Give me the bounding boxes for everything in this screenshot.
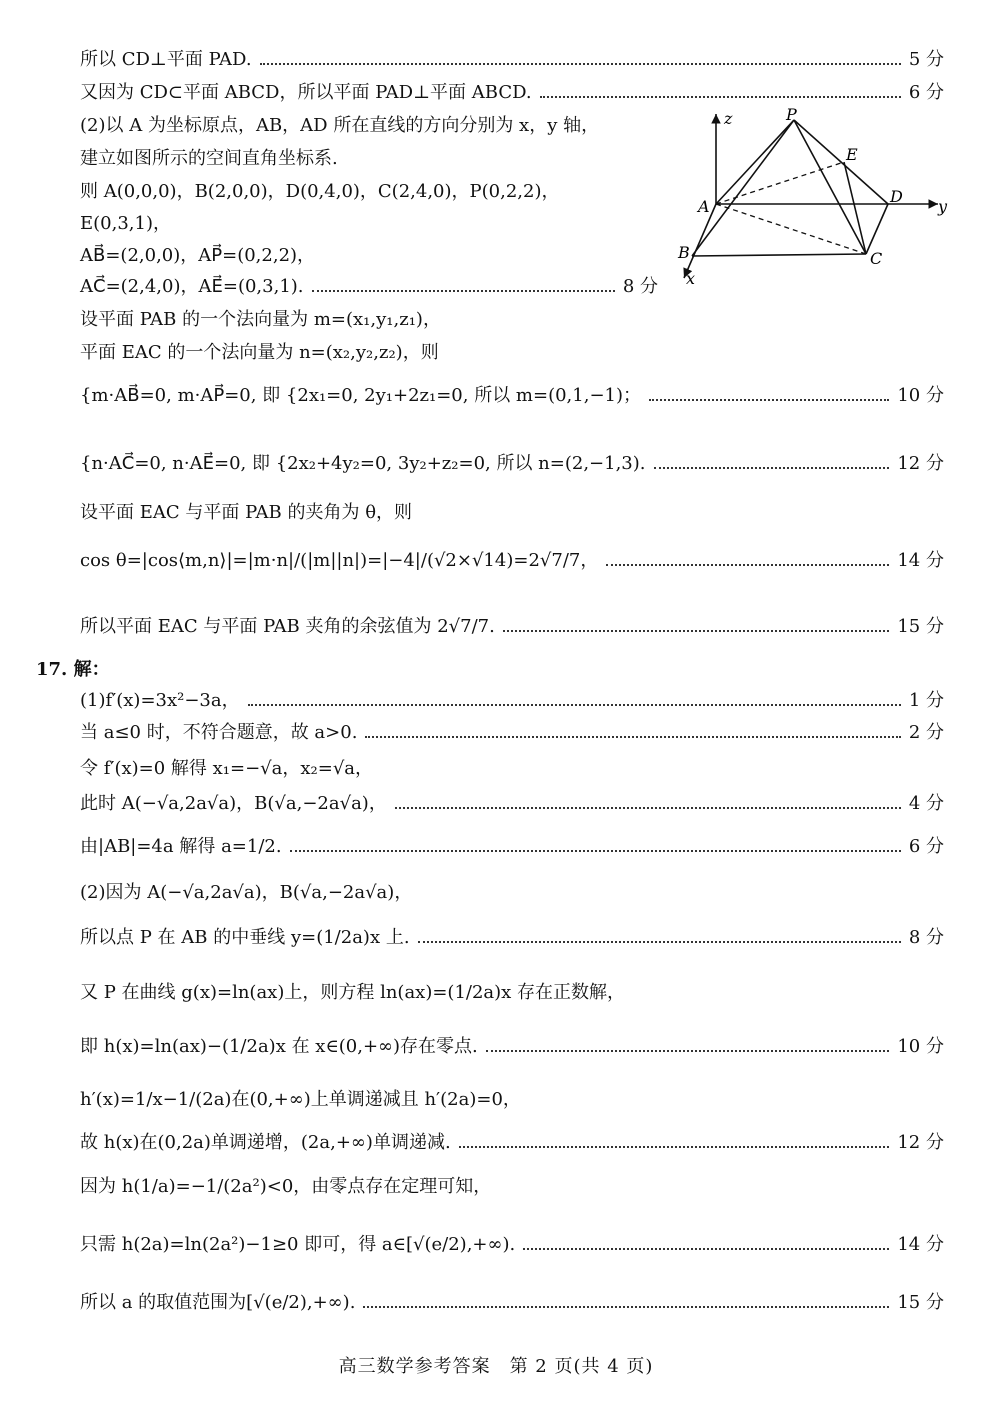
leader-dots (363, 1306, 889, 1308)
leader-dots (248, 704, 901, 706)
score: 5 分 (908, 49, 944, 70)
score: 8 分 (908, 927, 944, 948)
label-B: B (678, 243, 690, 262)
answer-line: 当 a≤0 时，不符合题意，故 a>0. 2 分 (80, 720, 944, 746)
score: 15 分 (897, 616, 944, 637)
answer-line: {m·AB⃗=0, m·AP⃗=0, 即 {2x₁=0, 2y₁+2z₁=0, 所以 m=(0,1,−1)； 10 分 (80, 383, 944, 409)
score: 6 分 (908, 836, 944, 857)
label-z: z (724, 109, 733, 128)
leader-dots (503, 630, 890, 632)
answer-line: cos θ=|cos⟨m,n⟩|=|m·n|/(|m||n|)=|−4|/(√2×√14)=2√7/7， 14 分 (80, 548, 944, 574)
score: 1 分 (908, 690, 944, 711)
leader-dots (606, 564, 889, 566)
leader-dots (523, 1248, 889, 1250)
leader-dots (649, 399, 889, 401)
label-P: P (786, 106, 797, 124)
answer-line: 故 h(x)在(0,2a)单调递增，(2a,+∞)单调递减. 12 分 (80, 1130, 944, 1156)
answer-line: h′(x)=1/x−1/(2a)在(0,+∞)上单调递减且 h′(2a)=0， (80, 1089, 521, 1110)
answer-line: 此时 A(−√a,2a√a)，B(√a,−2a√a)， 4 分 (80, 791, 944, 817)
leader-dots (418, 941, 901, 943)
label-x: x (686, 269, 696, 288)
answer-line: 又 P 在曲线 g(x)=ln(ax)上，则方程 ln(ax)=(1/2a)x 存在正数解， (80, 982, 626, 1003)
answer-line: 又因为 CD⊂平面 ABCD，所以平面 PAD⊥平面 ABCD. 6 分 (80, 80, 944, 106)
edge-PD (794, 120, 888, 204)
answer-line: E(0,3,1)， (80, 213, 171, 234)
label-E: E (846, 145, 858, 164)
answer-line: (2)因为 A(−√a,2a√a)，B(√a,−2a√a)， (80, 882, 413, 903)
question-header: 17. 解： (36, 659, 110, 680)
score: 6 分 (908, 82, 944, 103)
score: 8 分 (622, 276, 658, 297)
answer-line: (2)以 A 为坐标原点，AB，AD 所在直线的方向分别为 x，y 轴， (80, 115, 600, 136)
answer-line: AB⃗=(2,0,0)，AP⃗=(0,2,2)， (80, 245, 316, 266)
score: 15 分 (897, 1292, 944, 1313)
answer-line: 设平面 EAC 与平面 PAB 的夹角为 θ，则 (80, 502, 413, 523)
leader-dots (459, 1146, 890, 1148)
answer-line: {n·AC⃗=0, n·AE⃗=0, 即 {2x₂+4y₂=0, 3y₂+z₂=0, 所以 n=(2,−1,3). 12 分 (80, 451, 944, 477)
label-C: C (870, 249, 883, 268)
answer-line: 所以 CD⊥平面 PAD. 5 分 (80, 47, 944, 73)
edge-CD (866, 204, 888, 254)
leader-dots (312, 290, 615, 292)
score: 4 分 (908, 793, 944, 814)
answer-line: 令 f′(x)=0 解得 x₁=−√a，x₂=√a， (80, 758, 374, 779)
edge-EC (844, 162, 866, 254)
edge-BC (692, 254, 866, 256)
answer-line: 所以 a 的取值范围为[√(e/2),+∞). 15 分 (80, 1290, 944, 1316)
leader-dots (290, 850, 901, 852)
label-y: y (938, 197, 948, 216)
edge-BP (692, 120, 794, 256)
answer-line: 即 h(x)=ln(ax)−(1/2a)x 在 x∈(0,+∞)存在零点. 10 分 (80, 1034, 944, 1060)
page-footer: 高三数学参考答案 第 2 页(共 4 页) (338, 1356, 654, 1377)
answer-line: 由|AB|=4a 解得 a=1/2. 6 分 (80, 834, 944, 860)
score: 14 分 (897, 1234, 944, 1255)
answer-line: AC⃗=(2,4,0)，AE⃗=(0,3,1). 8 分 (80, 274, 658, 300)
answer-line: 则 A(0,0,0)，B(2,0,0)，D(0,4,0)，C(2,4,0)，P(0,2,2)， (80, 181, 560, 202)
score: 12 分 (897, 1132, 944, 1153)
leader-dots (260, 63, 901, 65)
answer-line: 只需 h(2a)=ln(2a²)−1≥0 即可，得 a∈[√(e/2),+∞). 14 分 (80, 1232, 944, 1258)
score: 10 分 (897, 385, 944, 406)
leader-dots (365, 736, 900, 738)
leader-dots (395, 807, 901, 809)
answer-line: (1)f′(x)=3x²−3a， 1 分 (80, 688, 944, 714)
answer-line: 建立如图所示的空间直角坐标系. (80, 148, 338, 169)
leader-dots (540, 96, 901, 98)
answer-line: 因为 h(1/a)=−1/(2a²)<0，由零点存在定理可知， (80, 1176, 492, 1197)
answer-line: 所以点 P 在 AB 的中垂线 y=(1/2a)x 上. 8 分 (80, 925, 944, 951)
label-D: D (890, 187, 903, 206)
leader-dots (654, 467, 890, 469)
score: 12 分 (897, 453, 944, 474)
answer-line: 平面 EAC 的一个法向量为 n=(x₂,y₂,z₂)，则 (80, 342, 439, 363)
answer-line: 设平面 PAB 的一个法向量为 m=(x₁,y₁,z₁)， (80, 309, 441, 330)
score: 2 分 (908, 722, 944, 743)
label-A: A (698, 197, 710, 216)
leader-dots (486, 1050, 890, 1052)
score: 10 分 (897, 1036, 944, 1057)
answer-line: 所以平面 EAC 与平面 PAB 夹角的余弦值为 2√7/7. 15 分 (80, 614, 944, 640)
coordinate-figure (672, 106, 952, 296)
score: 14 分 (897, 550, 944, 571)
